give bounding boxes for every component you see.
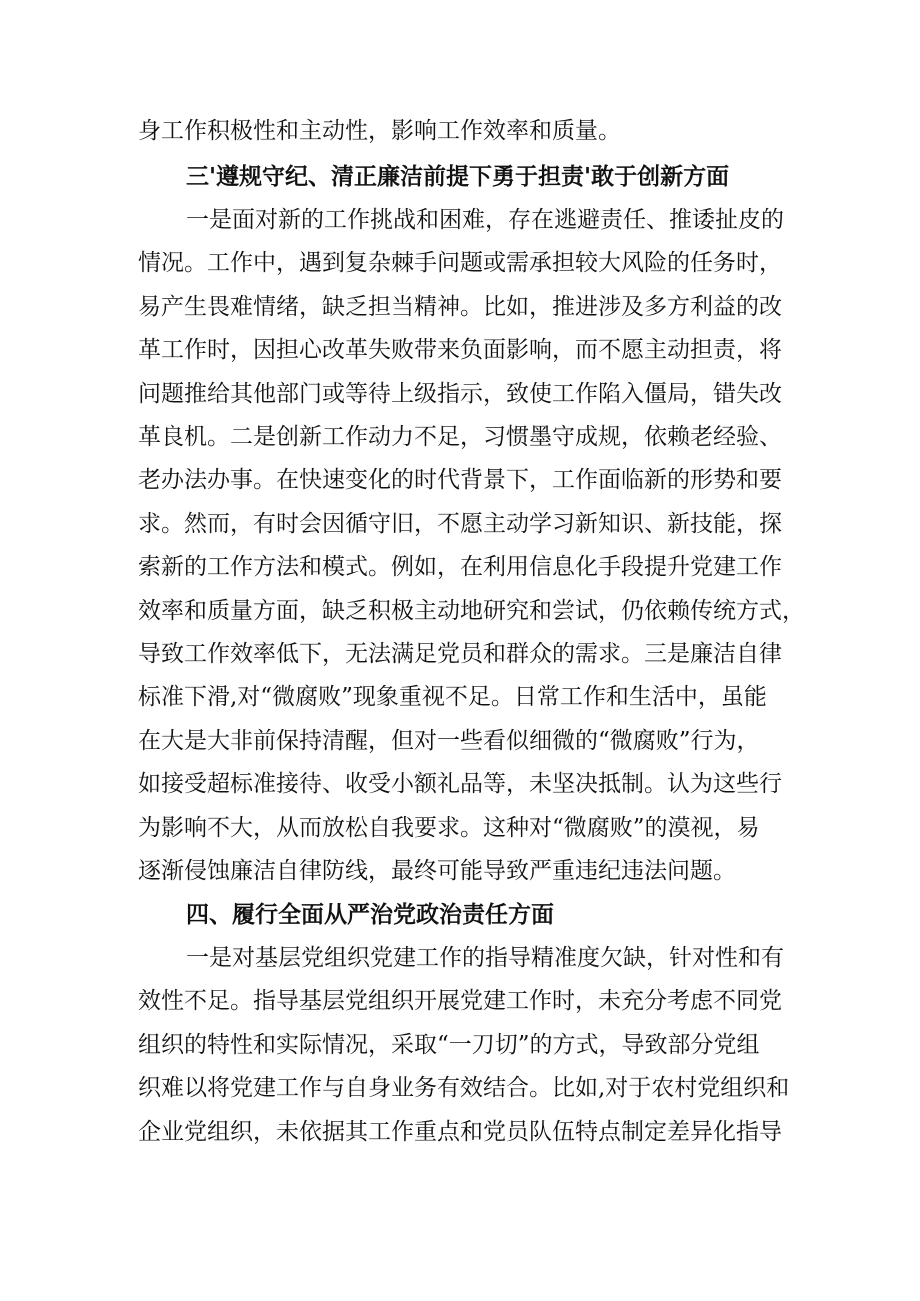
paragraph-line: 效性不足。指导基层党组织开展党建工作时，未充分考虑不同党 (138, 988, 782, 1014)
paragraph-line: 导致工作效率低下，无法满足党员和群众的需求。三是廉洁自律 (138, 641, 782, 667)
paragraph-line: 在大是大非前保持清醒，但对一些看似细微的“微腐败”行为， (138, 728, 760, 754)
paragraph-line: 革良机。二是创新工作动力不足，习惯墨守成规，依赖老经验、 (138, 424, 782, 450)
paragraph-line: 求。然而，有时会因循守旧，不愿主动学习新知识、新技能，探 (138, 511, 782, 537)
paragraph-line: 组织的特性和实际情况，采取“一刀切”的方式，导致部分党组 (138, 1032, 760, 1058)
paragraph-line: 一是面对新的工作挑战和困难，存在逃避责任、推诿扯皮的 (186, 207, 784, 233)
paragraph-line: 身工作积极性和主动性，影响工作效率和质量。 (138, 118, 621, 144)
paragraph-line: 问题推给其他部门或等待上级指示，致使工作陷入僵局，错失改 (138, 381, 782, 407)
paragraph-line: 织难以将党建工作与自身业务有效结合。比如,对于农村党组织和 (138, 1075, 790, 1101)
paragraph-line: 为影响不大，从而放松自我要求。这种对“微腐败”的漠视，易 (138, 815, 760, 841)
paragraph-line: 索新的工作方法和模式。例如，在利用信息化手段提升党建工作 (138, 554, 782, 580)
paragraph-line: 易产生畏难情绪，缺乏担当精神。比如，推进涉及多方利益的改 (138, 294, 782, 320)
paragraph-line: 情况。工作中，遇到复杂棘手问题或需承担较大风险的任务时， (138, 250, 782, 276)
paragraph-line: 如接受超标准接待、收受小额礼品等，未坚决抵制。认为这些行 (138, 771, 782, 797)
paragraph-line: 效率和质量方面，缺乏积极主动地研究和尝试，仍依赖传统方式， (138, 598, 805, 624)
paragraph-line: 革工作时，因担心改革失败带来负面影响，而不愿主动担责，将 (138, 337, 782, 363)
paragraph-line: 逐渐侵蚀廉洁自律防线，最终可能导致严重违纪违法问题。 (138, 858, 736, 884)
section-heading-4: 四、履行全面从严治党政治责任方面 (186, 902, 554, 928)
paragraph-line: 一是对基层党组织党建工作的指导精准度欠缺，针对性和有 (186, 945, 784, 971)
section-heading-3: 三'遵规守纪、清正廉洁前提下勇于担责'敢于创新方面 (186, 164, 730, 190)
paragraph-line: 标准下滑,对“微腐败”现象重视不足。日常工作和生活中，虽能 (138, 684, 767, 710)
paragraph-line: 老办法办事。在快速变化的时代背景下，工作面临新的形势和要 (138, 467, 782, 493)
paragraph-line: 企业党组织，未依据其工作重点和党员队伍特点制定差异化指导 (138, 1119, 782, 1145)
